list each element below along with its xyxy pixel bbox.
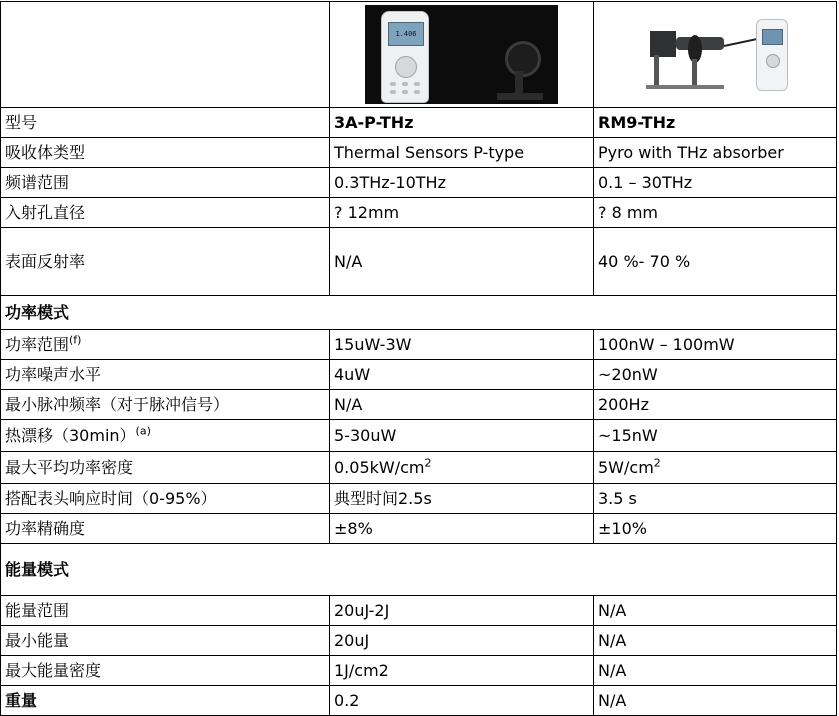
table-row [1, 360, 837, 390]
cell-value: ? 8 mm [594, 198, 837, 228]
row-label: 热漂移$(30\min)^{(a)}$ [1, 420, 330, 452]
table-row [1, 228, 837, 296]
cell-value: N/A [594, 596, 837, 626]
thz-sensor-head [505, 41, 541, 77]
row-label: 功率精确度 [1, 514, 330, 544]
row-label: 最小脉冲频率（对于脉冲信号） [1, 390, 330, 420]
cell-value: N/A [594, 626, 837, 656]
product1-image-cell [330, 2, 594, 108]
cell-value: $0.05kW/cm^2$ [330, 452, 594, 484]
row-label: 功率范围$^{(f)}$ [1, 330, 330, 360]
row-label: 吸收体类型 [1, 138, 330, 168]
table-row [1, 108, 837, 138]
table-row [1, 420, 837, 452]
row-label: 最小能量 [1, 626, 330, 656]
cell-value: N/A [330, 228, 594, 296]
cell-value: ±8% [330, 514, 594, 544]
cell-value: 200Hz [594, 390, 837, 420]
cell-value: 100nW – 100mW [594, 330, 837, 360]
table-row [1, 484, 837, 514]
meter-device-2 [756, 19, 788, 91]
row-label: 入射孔直径 [1, 198, 330, 228]
cell-value: N/A [594, 656, 837, 686]
product1-image [365, 5, 558, 104]
cell-value: 5-30uW [330, 420, 594, 452]
image-row [1, 2, 837, 108]
cell-value: Pyro with THz absorber [594, 138, 837, 168]
cell-value: ~15nW [594, 420, 837, 452]
table-row [1, 452, 837, 484]
row-label: 功率噪声水平 [1, 360, 330, 390]
cell-value: 40 %- 70 % [594, 228, 837, 296]
cell-value: 4uW [330, 360, 594, 390]
section-header-row [1, 544, 837, 596]
table-row [1, 514, 837, 544]
table-row [1, 656, 837, 686]
row-label: 重量 [1, 686, 330, 716]
cell-value: 0.3THz-10THz [330, 168, 594, 198]
footnote-marker: (a) [135, 424, 151, 438]
table-row [1, 138, 837, 168]
row-label: 最大能量密度 [1, 656, 330, 686]
cell-value: ~20nW [594, 360, 837, 390]
cell-value: Thermal Sensors P-type [330, 138, 594, 168]
section-energy-mode: 能量模式 [1, 544, 837, 596]
spec-table [0, 1, 837, 716]
cell-value: 1J/cm2 [330, 656, 594, 686]
empty-corner-cell [1, 2, 330, 108]
table-row [1, 626, 837, 656]
cell-value: 3.5 s [594, 484, 837, 514]
table-row [1, 330, 837, 360]
meter-keypad [395, 56, 417, 78]
row-label: 表面反射率 [1, 228, 330, 296]
cell-value: N/A [330, 390, 594, 420]
product2-image [628, 5, 803, 104]
cell-value: 20uJ-2J [330, 596, 594, 626]
row-label: 能量范围 [1, 596, 330, 626]
table-row [1, 390, 837, 420]
model-name-2: RM9-THz [594, 108, 837, 138]
cell-value: 0.1 – 30THz [594, 168, 837, 198]
row-label: 搭配表头响应时间（0-95%） [1, 484, 330, 514]
footnote-marker: (f) [69, 333, 82, 347]
row-label: 型号 [1, 108, 330, 138]
table-row [1, 686, 837, 716]
cell-value: $5W/cm^2$ [594, 452, 837, 484]
table-row [1, 168, 837, 198]
section-header-row [1, 296, 837, 330]
cell-value: ±10% [594, 514, 837, 544]
cell-value: 20uJ [330, 626, 594, 656]
product2-image-cell [594, 2, 837, 108]
model-name-1: 3A-P-THz [330, 108, 594, 138]
meter-device [381, 11, 429, 103]
cell-value: 15uW-3W [330, 330, 594, 360]
table-row [1, 596, 837, 626]
cell-value: 0.2 [330, 686, 594, 716]
table-row [1, 198, 837, 228]
meter-screen: 1.406 [388, 22, 424, 46]
cell-value: N/A [594, 686, 837, 716]
cell-value: 典型时间2.5s [330, 484, 594, 514]
cell-value: ? 12mm [330, 198, 594, 228]
section-power-mode: 功率模式 [1, 296, 837, 330]
row-label: 最大平均功率密度 [1, 452, 330, 484]
row-label: 频谱范围 [1, 168, 330, 198]
